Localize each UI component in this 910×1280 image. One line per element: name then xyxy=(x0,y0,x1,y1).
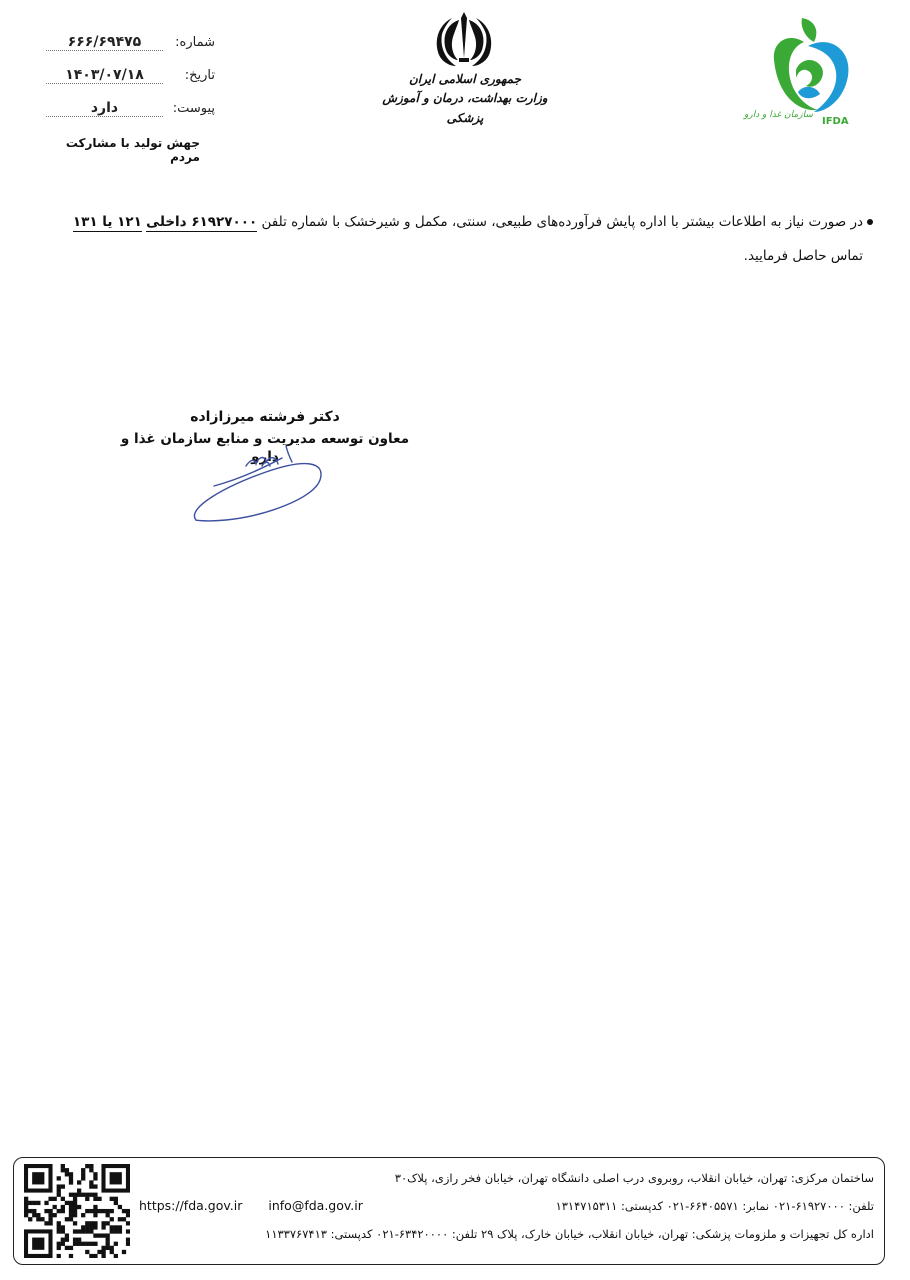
meta-number-row xyxy=(40,34,215,67)
footer-website-link[interactable]: https://fda.gov.ir xyxy=(139,1198,243,1213)
attachment-value: دارد xyxy=(46,100,163,117)
ministry-line-2: وزارت بهداشت، درمان و آموزش پزشکی xyxy=(382,91,548,125)
footer-phones: تلفن: ۶۱۹۲۷۰۰۰-۰۲۱ نمابر: ۶۶۴۰۵۵۷۱-۰۲۱ کدپستی: ۱۳۱۴۷۱۵۳۱۱ xyxy=(555,1199,874,1213)
footer-box xyxy=(13,1157,885,1265)
body-text-before: در صورت نیاز به اطلاعات بیشتر با اداره پایش فرآورده‌های طبیعی، سنتی، مکمل و شیرخشک با شماره تلفن xyxy=(257,214,863,230)
footer-text xyxy=(139,1164,874,1248)
iran-emblem-icon xyxy=(432,8,496,70)
body-extension: ۱۲۱ یا ۱۳۱ xyxy=(72,214,142,230)
handwritten-signature xyxy=(186,436,331,526)
signer-name: دکتر فرشته میرزازاده xyxy=(190,409,340,425)
body-paragraph xyxy=(45,205,863,273)
date-label: تاریخ: xyxy=(184,68,215,83)
body-phone: ۶۱۹۲۷۰۰۰ داخلی xyxy=(146,214,258,230)
number-value: ۶۶۶/۶۹۴۷۵ xyxy=(46,34,163,51)
attachment-label: پیوست: xyxy=(172,101,215,116)
letter-meta xyxy=(40,34,215,133)
ifda-logo-abbr: IFDA xyxy=(822,116,849,127)
date-value: ۱۴۰۳/۰۷/۱۸ xyxy=(46,67,163,84)
signer-title: معاون توسعه مدیریت و منابع سازمان غذا و دارو xyxy=(120,431,410,465)
footer-contact-line xyxy=(139,1192,874,1220)
footer-branch-line: اداره کل تجهیزات و ملزومات پزشکی: تهران، خیابان انقلاب، خیابان خارک، پلاک ۲۹ تلفن: ۶۳۴۲۰۰۰۰-۰۲۱ کدپستی: ۱۱۳۳۷۶۷۴۱۳ xyxy=(265,1227,874,1241)
footer-email-link[interactable]: info@fda.gov.ir xyxy=(268,1198,363,1213)
qr-code-icon[interactable] xyxy=(24,1164,130,1258)
meta-attachment-row xyxy=(40,100,215,133)
ministry-name xyxy=(380,70,550,128)
meta-date-row xyxy=(40,67,215,100)
slogan: جهش تولید با مشارکت مردم xyxy=(65,136,200,164)
ifda-logo xyxy=(744,12,870,132)
ifda-logo-text: سازمان غذا و دارو xyxy=(744,110,813,120)
ministry-line-1: جمهوری اسلامی ایران xyxy=(408,72,522,86)
footer-web xyxy=(139,1192,389,1220)
footer-address-line: ساختمان مرکزی: تهران، خیابان انقلاب، روبروی درب اصلی دانشگاه تهران، خیابان فخر رازی، پلاک۳۰ xyxy=(394,1171,874,1185)
bullet-icon xyxy=(867,219,873,225)
body-text-after: تماس حاصل فرمایید. xyxy=(743,248,863,264)
number-label: شماره: xyxy=(175,35,215,50)
